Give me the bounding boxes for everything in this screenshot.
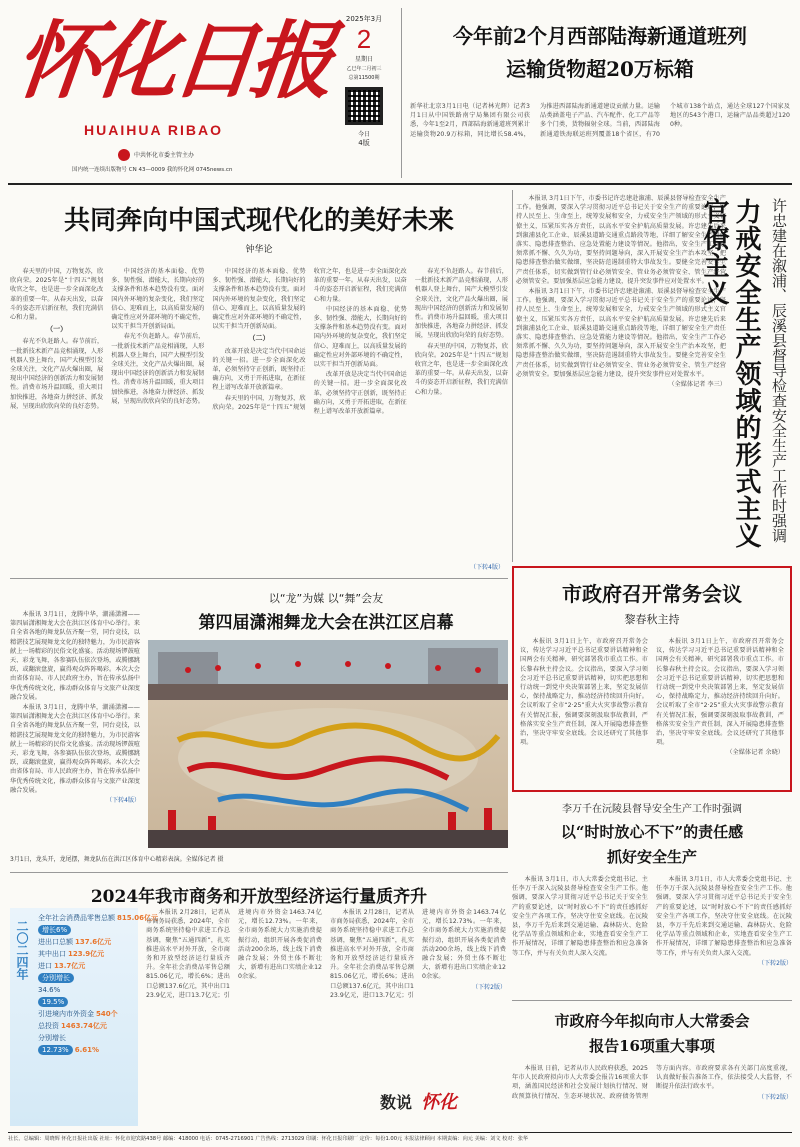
issue-number: 总第11500期: [348, 75, 380, 81]
newspaper-logo: [10, 6, 334, 116]
weekday: 星期日: [354, 56, 373, 63]
infographic-label: 进口: [38, 962, 52, 970]
festival-para: 本报讯 3月1日，龙腾中华，潮涌潇湘——第四届潇湘舞龙大会在洪江区体育中心举行。来自全省各地的舞龙队伍齐聚一堂，同台竞技，以精湛技艺展现舞龙文化的独特魅力，为市民游客献上一场精彩的民俗文化盛宴。活动现场锣鼓喧天、彩龙飞舞，各参赛队伍依次登场，或腾挪跳跃，或翻滚盘旋，赢得观众阵阵喝彩。本次大会由省体育局、市人民政府主办，旨在传承弘扬中华优秀传统文化，推动群众体育与文旅产业深度融合发展。: [10, 611, 140, 701]
right-story-para: 本报讯 3月1日下午，市委书记许忠建赴溆浦、辰溪县督导检查安全生产工作。他强调，要深入学习贯彻习近平总书记关于安全生产的重要论述，坚持人民至上、生命至上，统筹发展和安全，力戒安全生产领域的形式主义官僚主义，压紧压实各方责任，以高水平安全护航高质量发展。许忠建先后来到溆浦县化工企业、辰溪县道路交通重点路段等地，详细了解安全生产责任落实、隐患排查整治、应急处置能力建设等情况。他指出，安全生产工作必须常抓不懈、久久为功，要坚持问题导向，深入开展安全生产治本攻坚，把隐患排查整治做实做细，坚决防范遏制重特大事故发生。要健全完善安全生产责任体系，切实做到管行业必须管安全、管业务必须管安全、管生产经营必须管安全。要加强基层应急能力建设，提升突发事件应对处置水平。: [516, 288, 726, 378]
publisher-emblem-icon: [118, 149, 130, 161]
lead-para: 中国经济的基本面稳、优势多、韧性强、潜能大，长期向好的支撑条件和基本趋势没有变。面对国内外环境的复杂变化，我们坚定信心、迎难而上，以高质量发展的确定性应对外部环境的不确定性，以实干担当开创新局面。: [212, 268, 306, 331]
infographic-label: 分别增长: [38, 973, 74, 983]
commerce-continued[interactable]: （下转2版）: [472, 983, 506, 991]
lead-title: 共同奔向中国式现代化的美好未来: [63, 206, 454, 236]
lead-section-2: （二）: [248, 334, 270, 343]
meeting-para: 本报讯 3月1日上午，市政府召开常务会议，传达学习习近平总书记重要讲话精神和全国两会有关精神，研究部署我市重点工作。市长黎春秋主持会议。会议指出，要深入学习领会习近平总书记重要讲话精神，切实把思想和行动统一到党中央决策部署上来，坚定发展信心，保持战略定力，推动经济持续回升向好。会议听取了全市“2·25”重大火灾事故警示教育有关情况汇报，强调要深刻汲取事故教训，严格落实安全生产责任制，深入开展隐患排查整治，坚决守牢安全底线。会议还研究了其他事项。: [656, 638, 784, 747]
infographic-row: [38, 950, 134, 959]
infographic-row: [38, 1022, 134, 1031]
npc-title-2: 报告16项重大事项: [589, 1037, 715, 1055]
infographic-label: 12.73%: [38, 1045, 73, 1055]
safety-para: 本报讯 3月1日，市人大常委会党组书记、主任李万千深入沅陵县督导检查安全生产工作。他强调，要深入学习贯彻习近平总书记关于安全生产的重要论述，以“时时放心不下”的责任感抓好安全生产各项工作，坚决守住安全底线。在沅陵县，李万千先后来到交通运输、森林防火、危险化学品等重点领域和企业，实地查看安全生产工作开展情况，详细了解隐患排查整治和应急准备等工作，并与有关负责人深入交流。: [656, 876, 792, 957]
festival-caption: 3月1日，龙头开，龙尾摆，舞龙队伍在洪江区体育中心精彩表演。全媒体记者 摄: [10, 856, 224, 863]
shuju-label: 数说: [380, 1093, 413, 1112]
npc-text: [512, 1064, 792, 1130]
lead-article: [10, 190, 508, 575]
lead-para: 中国经济的基本面稳、优势多、韧性强、潜能大，长期向好的支撑条件和基本趋势没有变。面对国内外环境的复杂变化，我们坚定信心、迎难而上，以高质量发展的确定性应对外部环境的不确定性，以实干担当开创新局面。: [313, 305, 407, 369]
infographic-label: 总投资: [38, 1022, 59, 1030]
lead-para: 改革开放是决定当代中国命运的关键一招。进一步全面深化改革，必须坚持守正创新，既坚持正确方向，又勇于开拓进取，在新征程上谱写改革开放新篇章。: [212, 347, 306, 392]
infographic-row: [38, 986, 134, 995]
safety-para: 本报讯 3月1日，市人大常委会党组书记、主任李万千深入沅陵县督导检查安全生产工作。他强调，要深入学习贯彻习近平总书记关于安全生产的重要论述，以“时时放心不下”的责任感抓好安全生产各项工作，坚决守住安全底线。在沅陵县，李万千先后来到交通运输、森林防火、危险化学品等重点领域和企业，实地查看安全生产工作开展情况，详细了解隐患排查整治和应急准备等工作，并与有关负责人深入交流。: [512, 876, 648, 957]
lead-para: 春天里的中国，万物复苏，欣欣向荣。2025年是“十四五”规划收官之年，也是进一步全面深化改革的重要一年。从春天出发，以奋斗的姿态开启新征程，我们充满信心和力量。: [10, 268, 104, 322]
festival-kicker: 以“龙”为媒 以“舞”会友: [268, 592, 384, 605]
pages-label: 今日: [357, 131, 370, 138]
masthead: [0, 0, 800, 182]
logo-text: 怀化日报: [10, 11, 334, 110]
top-story-text: 新华社北京3月1日电（记者林光辉）记者3月1日从中国铁路南宁局集团有限公司获悉，今年1至2月，西部陆海新通道班列累计运输货物20.9万标箱，同比增长58.4%，为推进西部陆海新通道建设贡献力量。运输品类涵盖电子产品、汽车配件、化工产品等多个门类，货物辐射全球。当前，西部陆海新通道铁海联运班列覆盖18个省区，有70个城市138个站点，通达全球127个国家及地区的543个港口，运输产品品类超过1200种。: [410, 103, 790, 138]
infographic-row: [38, 926, 134, 935]
infographic-label: 增长6%: [38, 925, 71, 935]
cn-line: 国内统一连续出版物号 CN 43—0009 我的怀化网 0745news.cn: [72, 167, 233, 173]
infographic-label: 全年社会消费品零售总额: [38, 914, 115, 922]
festival-article: [10, 580, 508, 870]
infographic-value: 540个: [96, 1010, 118, 1018]
infographic-label: 分别增长: [38, 1034, 66, 1042]
top-story-headline-2: 运输货物超20万标箱: [506, 57, 694, 81]
infographic-row: [38, 1034, 134, 1043]
festival-photo: [148, 640, 508, 848]
npc-continued[interactable]: （下转2版）: [758, 1093, 792, 1101]
lunar-date: 乙巳年二月初三: [346, 66, 382, 72]
safety-article: [512, 796, 792, 996]
pages-value: 4版: [358, 139, 370, 147]
meeting-para: 本报讯 3月1日上午，市政府召开常务会议，传达学习习近平总书记重要讲话精神和全国两会有关精神，研究部署我市重点工作。市长黎春秋主持会议。会议指出，要深入学习领会习近平总书记重要讲话精神，切实把思想和行动统一到党中央决策部署上来，坚定发展信心，保持战略定力，推动经济持续回升向好。会议听取了全市“2·25”重大火灾事故警示教育有关情况汇报，强调要深刻汲取事故教训，严格落实安全生产责任制，深入开展隐患排查整治，坚决守牢安全底线。会议还研究了其他事项。: [520, 638, 648, 747]
infographic-value: 13.7亿元: [54, 962, 86, 970]
meeting-text: [520, 637, 784, 793]
publisher-line: 中共怀化市委主管主办: [134, 152, 195, 159]
infographic-value: 137.6亿元: [75, 938, 112, 946]
lead-para: 春光不负赶路人。春节前后，一批新技术新产品竞相涌现，人形机器人登上舞台，国产大模型引发全球关注，文化产品火爆出圈，展现出中国经济的创新活力和发展韧性。消费市场升温回暖，重大项目加快推进，各地奋力拼经济、抓发展，呈现出欣欣向荣的良好态势。: [414, 268, 508, 340]
safety-title-2: 抓好安全生产: [606, 848, 697, 866]
lead-para: 中国经济的基本面稳、优势多、韧性强、潜能大，长期向好的支撑条件和基本趋势没有变。面对国内外环境的复杂变化，我们坚定信心、迎难而上，以高质量发展的确定性应对外部环境的不确定性，以实干担当开创新局面。: [111, 268, 205, 331]
lead-author: 钟华论: [245, 245, 273, 255]
infographic-label: 其中出口: [38, 950, 66, 958]
safety-continued[interactable]: （下转2版）: [758, 959, 792, 967]
meeting-subtitle: 黎春秋主持: [624, 613, 680, 626]
meeting-article: [512, 566, 792, 792]
dragon-dance-photo-illustration: [148, 640, 508, 848]
top-story-headline-1: 今年前2个月西部陆海新通道班列: [453, 24, 747, 48]
commerce-title: 2024年我市商务和开放型经济运行量质齐升: [90, 887, 428, 907]
shuju-badge: [380, 1088, 500, 1124]
footer-line: 社长、总编辑：周晓辉 怀化日报社出版 社址：怀化市迎宾路438号 邮编：418000 电话：0745-2716901 广告热线：2713029 印刷：怀化日报印刷厂 定价：每份1.00元 本报法律顾问 本期责编：向元 美编：刘文 校对：张华: [8, 1136, 529, 1142]
right-story-title: 力戒安全生产领域的形式主义官僚主义: [699, 198, 761, 549]
date-box: [336, 8, 392, 178]
infographic-row: [38, 914, 159, 923]
lead-para: 春天里的中国，万物复苏，欣欣向荣。2025年是“十四五”规划收官之年，也是进一步全面深化改革的重要一年。从春天出发，以奋斗的姿态开启新征程，我们充满信心和力量。: [212, 268, 407, 411]
lead-para: 改革开放是决定当代中国命运的关键一招。进一步全面深化改革，必须坚持守正创新，既坚持正确方向，又勇于开拓进取，在新征程上谱写改革开放新篇章。: [313, 371, 407, 416]
infographic-value: 123.9亿元: [68, 950, 105, 958]
infographic-row: [38, 938, 134, 947]
lead-para: 春光不负赶路人。春节前后，一批新技术新产品竞相涌现，人形机器人登上舞台，国产大模型引发全球关注，文化产品火爆出圈，展现出中国经济的创新活力和发展韧性。消费市场升温回暖，重大项目加快推进，各地奋力拼经济、抓发展，呈现出欣欣向荣的良好态势。: [111, 333, 205, 405]
npc-title-1: 市政府今年拟向市人大常委会: [554, 1012, 750, 1030]
festival-title: 第四届潇湘舞龙大会在洪江区启幕: [198, 613, 454, 633]
npc-para: 本报讯 日前，记者从市人民政府获悉，2025年市人民政府拟向市人大常委会报告16项重大事项，涵盖国民经济和社会发展计划执行情况、财政预算执行情况、生态环境状况、政府债务管理等方面内容。市政府要求各有关部门高度重视，认真做好报告准备工作，依法接受人大监督，不断提升依法行政水平。: [512, 1065, 792, 1100]
lead-para: 春光不负赶路人。春节前后，一批新技术新产品竞相涌现，人形机器人登上舞台，国产大模型引发全球关注，文化产品火爆出圈，展现出中国经济的创新活力和发展韧性。消费市场升温回暖，重大项目加快推进，各地奋力拼经济、抓发展，呈现出欣欣向荣的良好态势。: [10, 338, 104, 410]
infographic-value: 1463.74亿元: [61, 1022, 107, 1030]
right-story: [516, 190, 792, 562]
infographic-row: [38, 974, 134, 983]
festival-text: [10, 610, 140, 866]
festival-continued[interactable]: （下转4版）: [106, 797, 140, 805]
date-year-month: 2025年3月: [345, 15, 383, 23]
logo-pinyin: HUAIHUA RIBAO: [84, 122, 224, 138]
infographic-label: 引进境内市外资金: [38, 1010, 94, 1018]
infographic-label: 19.5%: [38, 997, 68, 1007]
date-day: 2: [356, 24, 372, 54]
lead-section-1: （一）: [46, 325, 68, 334]
lead-continued[interactable]: （下转4版）: [470, 564, 504, 571]
commerce-article: [10, 874, 508, 1130]
safety-text: [512, 875, 792, 1003]
meeting-title: 市政府召开常务会议: [562, 582, 742, 606]
infographic-row: [38, 1046, 134, 1055]
safety-title-1: 以“时时放心不下”的责任感: [560, 823, 744, 841]
infographic-row: [38, 1010, 134, 1019]
infographic-label: 34.6%: [38, 986, 61, 994]
commerce-infographic: [10, 908, 159, 1126]
right-story-kicker: 许忠建在溆浦、辰溪县督导检查安全生产工作时强调: [770, 198, 788, 543]
shuju-brand: 怀化: [421, 1092, 458, 1113]
qr-code-icon: [345, 87, 383, 125]
top-story: [410, 10, 790, 178]
right-story-byline: （全媒体记者 李三）: [668, 381, 726, 389]
lead-para: 春天里的中国，万物复苏，欣欣向荣。2025年是“十四五”规划收官之年，也是进一步全面深化改革的重要一年。从春天出发，以奋斗的姿态开启新征程，我们充满信心和力量。: [414, 342, 508, 396]
festival-para: 本报讯 3月1日，龙腾中华，潮涌潇湘——第四届潇湘舞龙大会在洪江区体育中心举行。来自全省各地的舞龙队伍齐聚一堂，同台竞技，以精湛技艺展现舞龙文化的独特魅力，为市民游客献上一场精彩的民俗文化盛宴。活动现场锣鼓喧天、彩龙飞舞，各参赛队伍依次登场，或腾挪跳跃，或翻滚盘旋，赢得观众阵阵喝彩。本次大会由省体育局、市人民政府主办，旨在传承弘扬中华优秀传统文化，推动群众体育与文旅产业深度融合发展。: [10, 704, 140, 794]
infographic-rows: [38, 914, 159, 1058]
right-story-text: [516, 194, 726, 554]
infographic-row: [38, 998, 134, 1007]
npc-article: [512, 1002, 792, 1130]
right-story-para: 本报讯 3月1日下午，市委书记许忠建赴溆浦、辰溪县督导检查安全生产工作。他强调，要深入学习贯彻习近平总书记关于安全生产的重要论述，坚持人民至上、生命至上，统筹发展和安全，力戒安全生产领域的形式主义官僚主义，压紧压实各方责任，以高水平安全护航高质量发展。许忠建先后来到溆浦县化工企业、辰溪县道路交通重点路段等地，详细了解安全生产责任落实、隐患排查整治、应急处置能力建设等情况。他指出，安全生产工作必须常抓不懈、久久为功，要坚持问题导向，深入开展安全生产治本攻坚，把隐患排查整治做实做细，坚决防范遏制重特大事故发生。要健全完善安全生产责任体系，切实做到管行业必须管安全、管业务必须管安全、管生产经营必须管安全。要加强基层应急能力建设，提升突发事件应对处置水平。: [516, 195, 726, 285]
lead-body: [10, 267, 508, 583]
commerce-para: 本报讯 2月28日，记者从市商务局获悉，2024年，全市商务系统坚持稳中求进工作总基调，聚焦“五通四新”，扎实推进高水平对外开放，全市商务和开放型经济运行量质齐升。全年社会消费品零售总额815.06亿元，增长6%；进出口总额137.6亿元，其中出口123.9亿元，进口13.7亿元；引进境内市外资金1463.74亿元，增长12.73%。一年来，全市商务系统大力实施消费提振行动，组织开展各类促消费活动200余场，线上线下消费融合发展；外贸主体不断壮大，新增有进出口实绩企业120余家。: [146, 909, 322, 999]
commerce-text: [146, 908, 506, 1088]
infographic-label: 进出口总额: [38, 938, 73, 946]
safety-kicker: 李万千在沅陵县督导安全生产工作时强调: [562, 804, 742, 815]
infographic-year: 二〇二四年: [15, 920, 29, 980]
meeting-byline: （全媒体记者 余晓）: [726, 749, 784, 757]
infographic-row: [38, 962, 134, 971]
infographic-value: 815.06亿元: [117, 914, 159, 922]
commerce-para: 本报讯 2月28日，记者从市商务局获悉，2024年，全市商务系统坚持稳中求进工作总基调，聚焦“五通四新”，扎实推进高水平对外开放，全市商务和开放型经济运行量质齐升。全年社会消费品零售总额815.06亿元，增长6%；进出口总额137.6亿元，其中出口123.9亿元，进口13.7亿元；引进境内市外资金1463.74亿元，增长12.73%。一年来，全市商务系统大力实施消费提振行动，组织开展各类促消费活动200余场，线上线下消费融合发展；外贸主体不断壮大，新增有进出口实绩企业120余家。: [330, 909, 506, 999]
infographic-value: 6.61%: [74, 1046, 99, 1054]
